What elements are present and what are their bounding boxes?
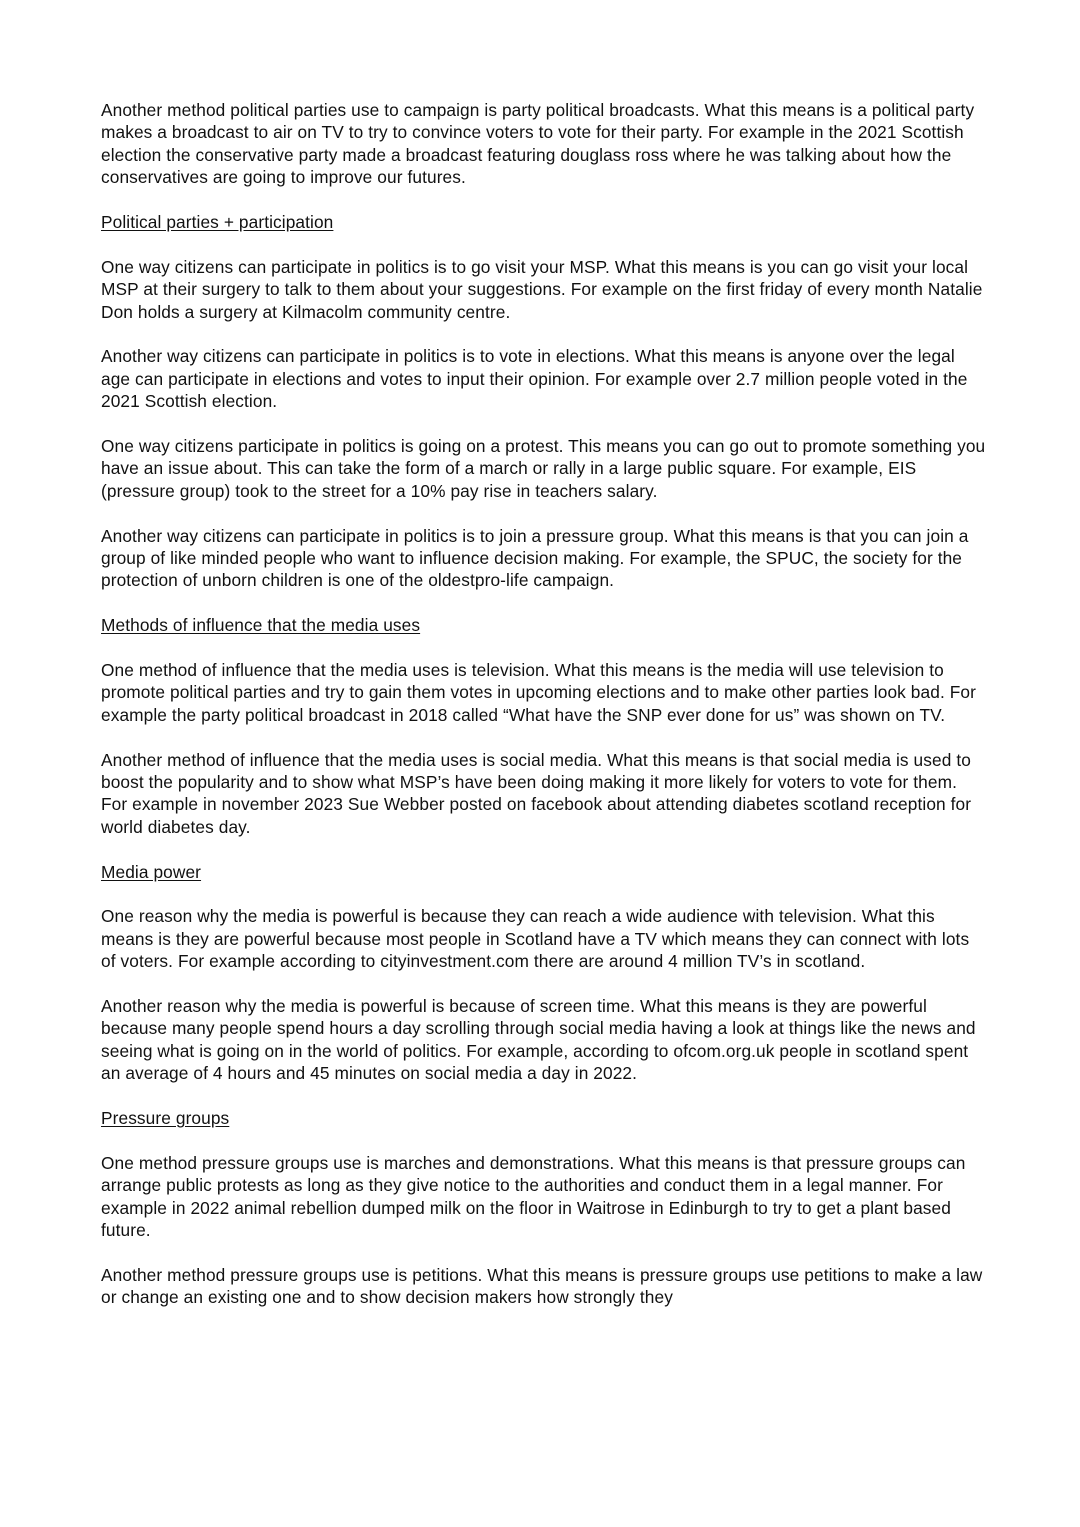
paragraph-media-social-media: Another method of influence that the media uses is social media. What this means is that social media is used to boost the popularity and to show what MSP’s have been doing making it more likely for voters to vote for them. For example in november 2023 Sue Webber posted on facebook about attending diabetes scotland reception for world diabetes day. xyxy=(101,749,972,837)
paragraph-petitions: Another method pressure groups use is petitions. What this means is pressure groups use petitions to make a law or change an existing one and to show decision makers how strongly they xyxy=(101,1264,983,1308)
paragraph-media-screen-time: Another reason why the media is powerful is because of screen time. What this means is they are powerful because many people spend hours a day scrolling through social media having a look at things like the news and seeing what is going on in the world of politics. For example, according to ofcom.org.uk people in scotland spent an average of 4 hours and 45 minutes on social media a day in 2022. xyxy=(101,996,976,1084)
section-heading-political-parties-participation: Political parties + participation xyxy=(101,212,334,233)
paragraph-vote-in-elections: Another way citizens can participate in politics is to vote in elections. What this means is anyone over the legal age can participate in elections and votes to input their opinion. For example over 2.7 million people voted in the 2021 Scottish election. xyxy=(101,346,968,412)
paragraph-media-television: One method of influence that the media uses is television. What this means is the media will use television to promote political parties and try to gain them votes in upcoming elections and to make other parties look bad. For example the party political broadcast in 2018 called “What have the SNP ever done for us” was shown on TV. xyxy=(101,660,976,725)
section-heading-media-power: Media power xyxy=(101,861,202,882)
section-heading-pressure-groups: Pressure groups xyxy=(101,1108,230,1129)
section-heading-media-influence-methods: Methods of influence that the media uses xyxy=(101,615,421,636)
document-body xyxy=(101,99,986,1309)
paragraph-visit-msp: One way citizens can participate in politics is to go visit your MSP. What this means is you can go visit your local MSP at their surgery to talk to them about your suggestions. For example on the first friday of every month Natalie Don holds a surgery at Kilmacolm community centre. xyxy=(101,256,983,322)
paragraph-party-political-broadcasts: Another method political parties use to campaign is party political broadcasts. What this means is a political party makes a broadcast to air on TV to try to convince voters to vote for their party. For example in the 2021 Scottish election the conservative party made a broadcast featuring douglass ross where he was talking about how the conservatives are going to improve our futures. xyxy=(101,100,975,188)
paragraph-protest: One way citizens participate in politics is going on a protest. This means you can go out to promote something you have an issue about. This can take the form of a march or rally in a large public square. For example, EIS (pressure group) took to the street for a 10% pay rise in teachers salary. xyxy=(101,436,986,501)
paragraph-marches-demonstrations: One method pressure groups use is marches and demonstrations. What this means is that pressure groups can arrange public protests as long as they give notice to the authorities and conduct them in a legal manner. For example in 2022 animal rebellion dumped milk on the floor in Waitrose in Edinburgh to try to get a plant based future. xyxy=(101,1152,966,1241)
paragraph-join-pressure-group: Another way citizens can participate in politics is to join a pressure group. What this means is that you can join a group of like minded people who want to influence decision making. For example, the SPUC, the society for the protection of unborn children is one of the oldestpro-life campaign. xyxy=(101,525,969,591)
paragraph-media-wide-audience: One reason why the media is powerful is because they can reach a wide audience with television. What this means is they are powerful because most people in Scotland have a TV which means they can connect with lots of voters. For example according to cityinvestment.com there are around 4 million TV’s in scotland. xyxy=(101,906,970,972)
